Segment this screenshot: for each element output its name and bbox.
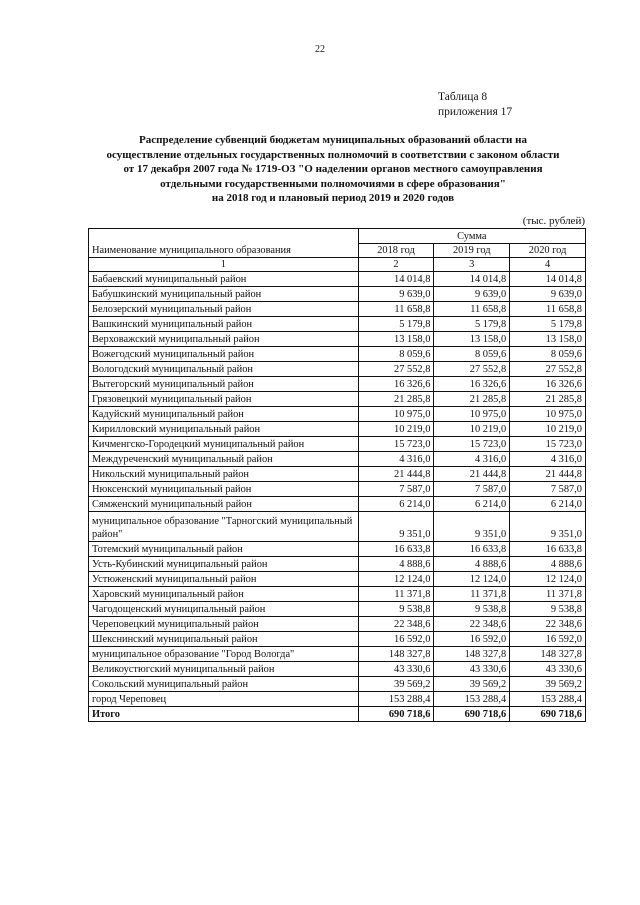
amount-cell: 14 014,8 <box>434 272 510 287</box>
amount-cell: 7 587,0 <box>358 482 434 497</box>
amount-cell: 7 587,0 <box>510 482 586 497</box>
table-row <box>89 662 586 677</box>
header-index: 4 <box>510 258 586 272</box>
amount-cell: 12 124,0 <box>510 572 586 587</box>
amount-cell: 6 214,0 <box>510 497 586 512</box>
amount-cell: 153 288,4 <box>358 692 434 707</box>
amount-cell: 10 219,0 <box>510 422 586 437</box>
header-index: 1 <box>89 258 359 272</box>
amount-cell: 16 326,6 <box>510 377 586 392</box>
municipality-name: Череповецкий муниципальный район <box>89 617 359 632</box>
amount-cell: 39 569,2 <box>434 677 510 692</box>
total-amount: 690 718,6 <box>434 707 510 722</box>
amount-cell: 10 975,0 <box>434 407 510 422</box>
amount-cell: 16 633,8 <box>358 542 434 557</box>
amount-cell: 15 723,0 <box>510 437 586 452</box>
amount-cell: 148 327,8 <box>510 647 586 662</box>
table-caption-line: Таблица 8 <box>438 91 488 103</box>
amount-cell: 11 371,8 <box>510 587 586 602</box>
amount-cell: 21 285,8 <box>510 392 586 407</box>
amount-cell: 8 059,6 <box>510 347 586 362</box>
total-amount: 690 718,6 <box>510 707 586 722</box>
amount-cell: 11 371,8 <box>358 587 434 602</box>
amount-cell: 11 658,8 <box>434 302 510 317</box>
amount-cell: 11 658,8 <box>510 302 586 317</box>
table-row <box>89 677 586 692</box>
total-amount: 690 718,6 <box>358 707 434 722</box>
title-line: на 2018 год и плановый период 2019 и 2020 годов <box>211 192 455 204</box>
amount-cell: 153 288,4 <box>434 692 510 707</box>
amount-cell: 15 723,0 <box>434 437 510 452</box>
municipality-name: Великоустюгский муниципальный район <box>89 662 359 677</box>
amount-cell: 148 327,8 <box>358 647 434 662</box>
table-row <box>89 467 586 482</box>
amount-cell: 21 444,8 <box>434 467 510 482</box>
amount-cell: 16 326,6 <box>434 377 510 392</box>
amount-cell: 16 326,6 <box>358 377 434 392</box>
amount-cell: 4 888,6 <box>510 557 586 572</box>
table-body <box>89 272 586 722</box>
municipality-name: город Череповец <box>89 692 359 707</box>
amount-cell: 13 158,0 <box>510 332 586 347</box>
amount-cell: 27 552,8 <box>358 362 434 377</box>
header-year: 2020 год <box>510 244 586 258</box>
table-row <box>89 437 586 452</box>
table-row <box>89 647 586 662</box>
amount-cell: 7 587,0 <box>434 482 510 497</box>
amount-cell: 16 592,0 <box>434 632 510 647</box>
table-row <box>89 572 586 587</box>
table-caption <box>438 90 512 120</box>
header-name: Наименование муниципального образования <box>89 229 359 258</box>
municipality-name: Чагодощенский муниципальный район <box>89 602 359 617</box>
table-row <box>89 512 586 542</box>
table-row <box>89 452 586 467</box>
amount-cell: 12 124,0 <box>434 572 510 587</box>
amount-cell: 10 975,0 <box>358 407 434 422</box>
amount-cell: 9 538,8 <box>358 602 434 617</box>
header-index: 3 <box>434 258 510 272</box>
amount-cell: 16 592,0 <box>510 632 586 647</box>
amount-cell: 13 158,0 <box>434 332 510 347</box>
municipality-name: Кирилловский муниципальный район <box>89 422 359 437</box>
amount-cell: 11 371,8 <box>434 587 510 602</box>
amount-cell: 9 538,8 <box>510 602 586 617</box>
table-row <box>89 602 586 617</box>
amount-cell: 27 552,8 <box>434 362 510 377</box>
header-sum: Сумма <box>358 229 585 244</box>
amount-cell: 39 569,2 <box>510 677 586 692</box>
amount-cell: 21 285,8 <box>358 392 434 407</box>
amount-cell: 16 592,0 <box>358 632 434 647</box>
amount-cell: 9 639,0 <box>510 287 586 302</box>
municipality-name: Нюксенский муниципальный район <box>89 482 359 497</box>
amount-cell: 27 552,8 <box>510 362 586 377</box>
municipality-name: Тотемский муниципальный район <box>89 542 359 557</box>
total-label: Итого <box>89 707 359 722</box>
amount-cell: 13 158,0 <box>358 332 434 347</box>
amount-cell: 9 639,0 <box>358 287 434 302</box>
amount-cell: 4 316,0 <box>510 452 586 467</box>
amount-cell: 4 316,0 <box>358 452 434 467</box>
title-line: Распределение субвенций бюджетам муниципальных образований области на <box>139 134 527 146</box>
municipality-name: Сокольский муниципальный район <box>89 677 359 692</box>
total-row <box>89 707 586 722</box>
amount-cell: 9 538,8 <box>434 602 510 617</box>
municipality-name: Никольский муниципальный район <box>89 467 359 482</box>
table-row <box>89 332 586 347</box>
amount-cell: 9 639,0 <box>434 287 510 302</box>
table-row <box>89 392 586 407</box>
amount-cell: 5 179,8 <box>510 317 586 332</box>
amount-cell: 6 214,0 <box>358 497 434 512</box>
amount-cell: 21 444,8 <box>510 467 586 482</box>
municipality-name: Шекснинский муниципальный район <box>89 632 359 647</box>
table-row <box>89 287 586 302</box>
municipality-name: Междуреченский муниципальный район <box>89 452 359 467</box>
table-row <box>89 557 586 572</box>
table-row <box>89 497 586 512</box>
municipality-name: Харовский муниципальный район <box>89 587 359 602</box>
amount-cell: 43 330,6 <box>510 662 586 677</box>
amount-cell: 21 285,8 <box>434 392 510 407</box>
table-row <box>89 407 586 422</box>
municipality-name: Вашкинский муниципальный район <box>89 317 359 332</box>
table-row <box>89 272 586 287</box>
amount-cell: 22 348,6 <box>434 617 510 632</box>
municipality-name: Бабушкинский муниципальный район <box>89 287 359 302</box>
amount-cell: 9 351,0 <box>434 512 510 542</box>
amount-cell: 8 059,6 <box>358 347 434 362</box>
municipality-name: Вологодский муниципальный район <box>89 362 359 377</box>
amount-cell: 39 569,2 <box>358 677 434 692</box>
table-row <box>89 482 586 497</box>
municipality-name: Усть-Кубинский муниципальный район <box>89 557 359 572</box>
table-row <box>89 362 586 377</box>
amount-cell: 21 444,8 <box>358 467 434 482</box>
amount-cell: 10 219,0 <box>358 422 434 437</box>
amount-cell: 153 288,4 <box>510 692 586 707</box>
municipality-name: Грязовецкий муниципальный район <box>89 392 359 407</box>
amount-cell: 6 214,0 <box>434 497 510 512</box>
amount-cell: 43 330,6 <box>358 662 434 677</box>
table-caption-line: приложения 17 <box>438 106 513 118</box>
header-year: 2019 год <box>434 244 510 258</box>
title-line: осуществление отдельных государственных полномочий в соответствии с законом области <box>106 148 560 161</box>
table-row <box>89 302 586 317</box>
units-label: (тыс. рублей) <box>522 215 585 227</box>
header-index: 2 <box>358 258 434 272</box>
amount-cell: 9 351,0 <box>510 512 586 542</box>
municipality-name: Белозерский муниципальный район <box>89 302 359 317</box>
table-row <box>89 542 586 557</box>
table-row <box>89 692 586 707</box>
amount-cell: 4 316,0 <box>434 452 510 467</box>
amount-cell: 8 059,6 <box>434 347 510 362</box>
municipality-name: Сямженский муниципальный район <box>89 497 359 512</box>
municipality-name: муниципальное образование "Тарногский муниципальный район" <box>89 512 359 542</box>
document-title <box>80 133 586 206</box>
amount-cell: 12 124,0 <box>358 572 434 587</box>
amount-cell: 16 633,8 <box>510 542 586 557</box>
subvention-table <box>88 228 586 722</box>
amount-cell: 9 351,0 <box>358 512 434 542</box>
municipality-name: Вожегодский муниципальный район <box>89 347 359 362</box>
amount-cell: 4 888,6 <box>358 557 434 572</box>
header-year: 2018 год <box>358 244 434 258</box>
page-number: 22 <box>315 44 325 55</box>
amount-cell: 14 014,8 <box>358 272 434 287</box>
amount-cell: 16 633,8 <box>434 542 510 557</box>
table-row <box>89 347 586 362</box>
amount-cell: 5 179,8 <box>434 317 510 332</box>
table-row <box>89 317 586 332</box>
amount-cell: 10 219,0 <box>434 422 510 437</box>
table-row <box>89 587 586 602</box>
table-row <box>89 377 586 392</box>
title-line: от 17 декабря 2007 года № 1719-ОЗ "О наделении органов местного самоуправления <box>123 163 543 175</box>
municipality-name: Кадуйский муниципальный район <box>89 407 359 422</box>
amount-cell: 43 330,6 <box>434 662 510 677</box>
amount-cell: 15 723,0 <box>358 437 434 452</box>
municipality-name: Устюженский муниципальный район <box>89 572 359 587</box>
amount-cell: 10 975,0 <box>510 407 586 422</box>
amount-cell: 22 348,6 <box>510 617 586 632</box>
municipality-name: муниципальное образование "Город Вологда" <box>89 647 359 662</box>
municipality-name: Кичменгско-Городецкий муниципальный район <box>89 437 359 452</box>
amount-cell: 5 179,8 <box>358 317 434 332</box>
municipality-name: Бабаевский муниципальный район <box>89 272 359 287</box>
table-row <box>89 632 586 647</box>
amount-cell: 11 658,8 <box>358 302 434 317</box>
amount-cell: 14 014,8 <box>510 272 586 287</box>
municipality-name: Вытегорский муниципальный район <box>89 377 359 392</box>
table-row <box>89 422 586 437</box>
amount-cell: 148 327,8 <box>434 647 510 662</box>
title-line: отдельными государственными полномочиями в сфере образования" <box>160 177 506 190</box>
municipality-name: Верховажский муниципальный район <box>89 332 359 347</box>
amount-cell: 22 348,6 <box>358 617 434 632</box>
table-row <box>89 617 586 632</box>
amount-cell: 4 888,6 <box>434 557 510 572</box>
